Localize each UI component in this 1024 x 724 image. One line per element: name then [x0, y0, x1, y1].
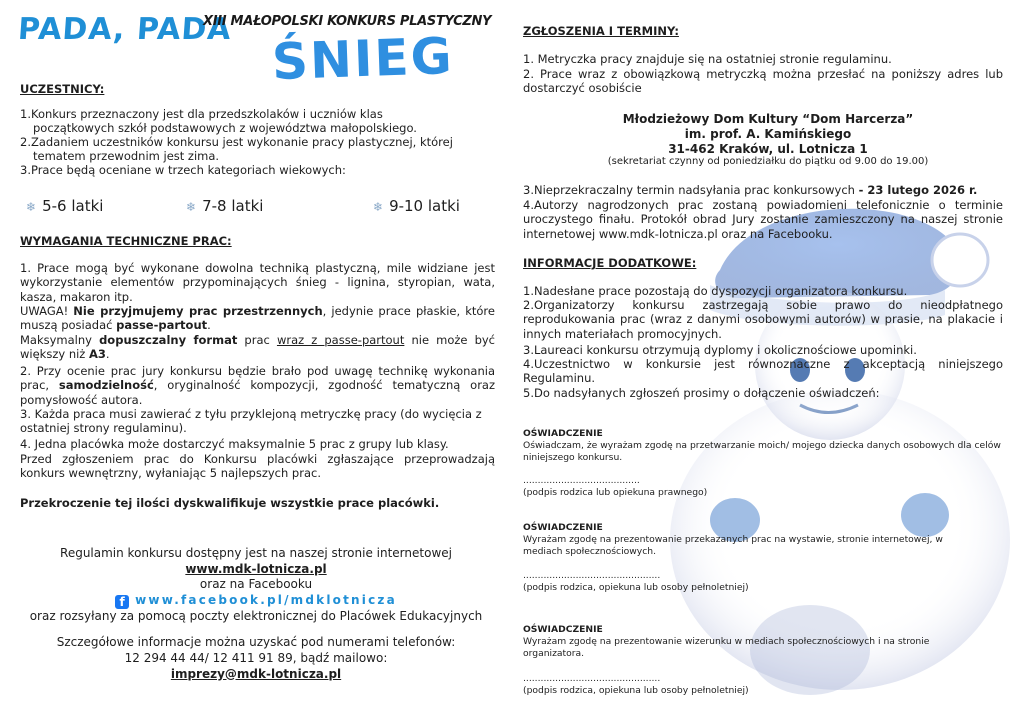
- registration-rule-1: 1. Metryczka pracy znajduje się na ostatniej stronie regulaminu.: [523, 52, 892, 66]
- theme-title: ŚNIEG: [271, 26, 455, 92]
- right-column: [512, 0, 1024, 724]
- footer-info: [0, 546, 512, 682]
- info-rule-5: 5.Do nadsyłanych zgłoszeń prosimy o dołączenie oświadczeń:: [523, 386, 880, 400]
- declaration-1-signature-label: (podpis rodzica lub opiekuna prawnego): [523, 487, 708, 498]
- declaration-2-signature-label: (podpis rodzica, opiekuna lub osoby pełnoletniej): [523, 582, 749, 593]
- declaration-3-signature-line: ...............................................: [523, 673, 661, 684]
- deadline-rule: 3.Nieprzekraczalny termin nadsyłania prac konkursowych - 23 lutego 2026 r.: [523, 183, 978, 197]
- tech-rule-3: 3. Każda praca musi zawierać z tyłu przyklejoną metryczkę pracy (do wycięcia z ostatniej strony regulaminu).: [20, 407, 482, 436]
- tech-max-format: Maksymalny dopuszczalny format prac wraz z passe-partout nie może być większy niż A3.: [20, 333, 496, 362]
- footer-line-1: Regulamin konkursu dostępny jest na naszej stronie internetowej: [60, 546, 452, 560]
- footer-line-2: oraz na Facebooku: [199, 577, 313, 592]
- participants-line-2: początkowych szkół podstawowych z województwa małopolskiego.: [33, 121, 417, 135]
- winners-rule: 4.Autorzy nagrodzonych prac zostaną powiadomieni telefonicznie o terminie uroczystego finału. Protokół obrad Jury zostanie zamieszczony na naszej stronie internetowej www.mdk-lotnicza.pl oraz na Facebooku.: [523, 198, 1003, 241]
- declaration-1-signature-line: ........................................: [523, 475, 640, 486]
- address-name: Młodzieżowy Dom Kultury “Dom Harcerza”: [622, 112, 914, 126]
- address-patron: im. prof. A. Kamińskiego: [684, 127, 852, 141]
- category-7-8: ❄ 7-8 latki: [186, 197, 264, 215]
- facebook-link[interactable]: www.facebook.pl/mdklotnicza: [135, 592, 397, 607]
- snowflake-icon: ❄: [26, 200, 37, 214]
- info-rule-3: 3.Laureaci konkursu otrzymują dyplomy i okolicznościowe upominki.: [523, 343, 917, 357]
- phone-numbers: 12 294 44 44/ 12 411 91 89, bądź mailowo:: [124, 650, 388, 665]
- declaration-1-text: Oświadczam, że wyrażam zgodę na przetwarzanie moich/ mojego dziecka danych osobowych dla celów niniejszego konkursu.: [523, 440, 1001, 463]
- registration-heading: ZGŁOSZENIA I TERMINY:: [523, 24, 679, 38]
- info-rule-1: 1.Nadesłane prace pozostają do dyspozycji organizatora konkursu.: [523, 284, 908, 298]
- participants-line-3: 2.Zadaniem uczestników konkursu jest wykonanie pracy plastycznej, której: [20, 135, 453, 149]
- facebook-row[interactable]: [0, 593, 512, 609]
- technical-heading: WYMAGANIA TECHNICZNE PRAC:: [20, 234, 232, 248]
- tech-rule-4: 4. Jedna placówka może dostarczyć maksymalnie 5 prac z grupy lub klasy.: [20, 437, 449, 451]
- declaration-3-text: Wyrażam zgodę na prezentowanie wizerunku w mediach społecznościowych i na stronie organizatora.: [523, 636, 930, 659]
- footer-line-4: Szczegółowe informacje można uzyskać pod numerami telefonów:: [56, 635, 456, 650]
- participants-heading: UCZESTNICY:: [20, 82, 105, 96]
- address-block: [512, 112, 1024, 157]
- tech-warning: UWAGA! Nie przyjmujemy prac przestrzennych, jedynie prace płaskie, które muszą posiadać passe-partout.: [20, 304, 495, 333]
- info-rule-4: 4.Uczestnictwo w konkursie jest równoznaczne z akceptacją niniejszego Regulaminu.: [523, 357, 1003, 386]
- declaration-1-title: OŚWIADCZENIE: [523, 428, 603, 439]
- website-link[interactable]: www.mdk-lotnicza.pl: [185, 561, 327, 576]
- tech-rule-2: 2. Przy ocenie prac jury konkursu będzie brało pod uwagę technikę wykonania prac, samodzielność, oryginalność kompozycji, zgodność tematyczną oraz pomysłowość autora.: [20, 364, 495, 407]
- snowflake-icon: ❄: [373, 200, 384, 214]
- participants-line-4: tematem przewodnim jest zima.: [33, 149, 220, 163]
- contest-subtitle: XIII MAŁOPOLSKI KONKURS PLASTYCZNY: [203, 14, 492, 29]
- declaration-2-signature-line: ...............................................: [523, 570, 661, 581]
- footer-line-3: oraz rozsyłany za pomocą poczty elektronicznej do Placówek Edukacyjnych: [29, 608, 483, 623]
- declaration-2-title: OŚWIADCZENIE: [523, 522, 603, 533]
- declaration-3-signature-label: (podpis rodzica, opiekuna lub osoby pełnoletniej): [523, 685, 749, 696]
- participants-line-5: 3.Prace będą oceniane w trzech kategoriach wiekowych:: [20, 163, 346, 177]
- pada-pada-logo: PADA, PADA: [16, 12, 233, 47]
- declaration-2-text: Wyrażam zgodę na prezentowanie przekazanych prac na wystawie, stronie internetowej, w mediach społecznościowych.: [523, 534, 943, 557]
- email-link[interactable]: imprezy@mdk-lotnicza.pl: [170, 666, 342, 681]
- office-hours: (sekretariat czynny od poniedziałku do piątku od 9.00 do 19.00): [607, 156, 929, 167]
- info-rule-2: 2.Organizatorzy konkursu zastrzegają sobie prawo do nieodpłatnego reprodukowania prac (wraz z danymi osobowymi autorów) w prasie, na plakacie i innych materiałach promocyjnych.: [523, 298, 1003, 341]
- category-9-10: ❄ 9-10 latki: [373, 197, 460, 215]
- category-5-6: ❄ 5-6 latki: [26, 197, 104, 215]
- address-street: 31-462 Kraków, ul. Lotnicza 1: [668, 142, 868, 156]
- participants-line-1: 1.Konkurs przeznaczony jest dla przedszkolaków i uczniów klas: [20, 107, 383, 121]
- tech-rule-5: Przed zgłoszeniem prac do Konkursu placówki zgłaszające przeprowadzają konkurs wewnętrzny, wyłaniając 5 najlepszych prac.: [20, 452, 495, 481]
- additional-info-heading: INFORMACJE DODATKOWE:: [523, 256, 697, 270]
- registration-rule-2: 2. Prace wraz z obowiązkową metryczką można przesłać na poniższy adres lub dostarczyć osobiście: [523, 67, 1003, 96]
- disqualification-note: Przekroczenie tej ilości dyskwalifikuje wszystkie prace placówki.: [20, 496, 440, 510]
- facebook-icon: f: [115, 595, 129, 609]
- tech-rule-1: 1. Prace mogą być wykonane dowolna techniką plastyczną, mile widziane jest wykorzystanie elementów przypominających śnieg - lignina, styropian, wata, kasza, makaron itp.: [20, 261, 495, 304]
- snowflake-icon: ❄: [186, 200, 197, 214]
- declaration-3-title: OŚWIADCZENIE: [523, 624, 603, 635]
